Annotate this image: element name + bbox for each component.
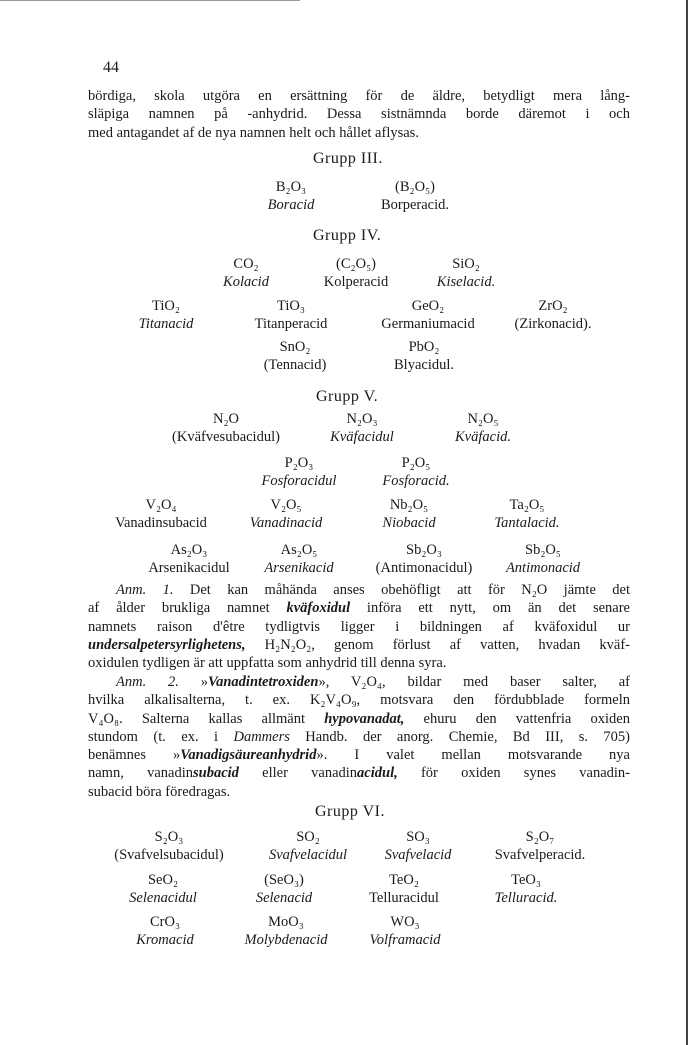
acid-name: Svafvelperacid. bbox=[494, 847, 586, 863]
formula: N₂O bbox=[521, 582, 548, 598]
formula: TeO₃ bbox=[511, 872, 541, 888]
group-5-heading: Grupp V. bbox=[316, 388, 379, 405]
compound-n2o3 bbox=[330, 410, 394, 446]
note-label: Anm. 2. bbox=[116, 674, 179, 690]
acid-name: Selenacidul bbox=[129, 890, 197, 906]
term: subacid bbox=[192, 765, 239, 782]
page-number: 44 bbox=[103, 59, 119, 76]
acid-name: Blyacidul. bbox=[393, 357, 455, 373]
compound-teo2 bbox=[369, 871, 439, 907]
note-1-line-1: Anm. 1. Det kan måhända anses obehöfligt att för N₂O jämte det bbox=[116, 582, 630, 598]
acid-name: Boracid bbox=[267, 197, 315, 213]
term: Vanadigsäureanhydrid bbox=[180, 747, 317, 764]
formula: As₂O₃ bbox=[170, 542, 208, 558]
term: undersalpetersyrlighetens, bbox=[88, 636, 246, 653]
note-2-line-5: benämnes »Vanadigsäureanhydrid». I valet mellan motsvarande nya bbox=[88, 747, 630, 764]
compound-ta2o5 bbox=[494, 496, 559, 532]
intro-paragraph bbox=[88, 87, 630, 142]
compound-p2o5 bbox=[382, 454, 449, 490]
compound-co2 bbox=[223, 255, 269, 291]
compound-n2o bbox=[172, 410, 280, 446]
acid-name: Borperacid. bbox=[380, 197, 450, 213]
note-2-line-7: subacid böra föredragas. bbox=[88, 783, 231, 800]
compound-so2 bbox=[269, 828, 347, 864]
acid-name: Tantalacid. bbox=[494, 515, 560, 531]
formula: Sb₂O₅ bbox=[525, 542, 561, 558]
intro-line-2: släpiga namnen på -anhydrid. Dessa sistnämnda borde däremot i och bbox=[88, 106, 630, 123]
compound-sio2 bbox=[437, 255, 495, 291]
formula: SiO₂ bbox=[452, 256, 480, 272]
acid-name: Telluracid. bbox=[494, 890, 558, 906]
formula: PbO₂ bbox=[408, 339, 440, 355]
compound-geo2 bbox=[381, 297, 474, 333]
formula: SO₂ bbox=[296, 829, 320, 845]
acid-name: (Zirkonacid). bbox=[514, 316, 592, 332]
formula: V₄O₈ bbox=[88, 710, 120, 727]
formula: V₂O₅ bbox=[270, 497, 302, 513]
formula: (B₂O₅) bbox=[395, 179, 435, 195]
compound-wo3 bbox=[370, 913, 441, 949]
acid-name: Fosforacidul bbox=[261, 473, 337, 489]
compound-tio2 bbox=[139, 297, 194, 333]
acid-name: Kiselacid. bbox=[436, 274, 496, 290]
compound-nb2o5 bbox=[382, 496, 435, 532]
term: Vanadintetroxiden bbox=[208, 674, 319, 690]
compound-seo2 bbox=[129, 871, 197, 907]
formula: CO₂ bbox=[233, 256, 259, 272]
acid-name: (Kväfvesubacidul) bbox=[172, 429, 280, 445]
acid-name: (Tennacid) bbox=[263, 357, 327, 373]
note-2-line-2: hvilka alkalisalterna, t. ex. K₂V₄O₉, motsvara den fördubblade formeln bbox=[88, 692, 630, 709]
formula: V₂O₄ bbox=[145, 497, 177, 513]
formula: Sb₂O₃ bbox=[406, 542, 442, 558]
compound-sb2o5 bbox=[506, 541, 580, 577]
compound-n2o5 bbox=[455, 410, 511, 446]
term: kväfoxidul bbox=[286, 600, 351, 617]
formula: GeO₂ bbox=[411, 298, 445, 314]
note-1-line-4: undersalpetersyrlighetens, H₂N₂O₂, genom förlust af vatten, hvadan kväf- bbox=[88, 636, 630, 653]
formula: (SeO₃) bbox=[264, 872, 304, 888]
compound-s2o3 bbox=[114, 828, 224, 864]
acid-name: Vanadinsubacid bbox=[115, 515, 207, 531]
acid-name: Svafvelacidul bbox=[268, 847, 348, 863]
acid-name: Molybdenacid bbox=[244, 932, 328, 948]
acid-name: (Antimonacidul) bbox=[375, 560, 473, 576]
intro-line-1: bördiga, skola utgöra en ersättning för de äldre, betydligt mera lång- bbox=[88, 88, 630, 104]
formula: V₂O₄ bbox=[350, 674, 382, 690]
formula: CrO₃ bbox=[149, 914, 181, 930]
formula: S₂O₇ bbox=[525, 829, 555, 845]
compound-s2o7 bbox=[495, 828, 586, 864]
compound-tio3 bbox=[255, 297, 328, 333]
formula: K₂V₄O₉ bbox=[309, 692, 357, 709]
formula: N₂O₃ bbox=[346, 411, 378, 427]
note-2-line-6: namn, vanadinsubacid eller vanadinacidul, för oxiden synes vanadin- bbox=[88, 765, 630, 782]
formula: As₂O₅ bbox=[280, 542, 318, 558]
formula: N₂O₅ bbox=[467, 411, 499, 427]
acid-name: Antimonacid bbox=[505, 560, 581, 576]
compound-so3 bbox=[385, 828, 452, 864]
formula: TiO₂ bbox=[152, 298, 180, 314]
acid-name: Kromacid bbox=[136, 932, 194, 948]
acid-name: Kolacid bbox=[223, 274, 269, 290]
note-1-line-3: namnets raison d'être tydligtvis ligger i bildningen af kväfoxidul ur bbox=[88, 618, 630, 635]
formula: B₂O₃ bbox=[275, 179, 307, 195]
acid-name: Volframacid bbox=[369, 932, 441, 948]
note-2-line-1: Anm. 2. »Vanadintetroxiden», V₂O₄, bildar med baser salter, af bbox=[116, 674, 630, 690]
compound-v2o4 bbox=[115, 496, 207, 532]
note-2-line-3: V₄O₈. Salterna kallas allmänt hypovanadat, ehuru den vattenfria oxiden bbox=[88, 710, 630, 727]
formula: SO₃ bbox=[406, 829, 430, 845]
compound-sno2 bbox=[264, 338, 327, 374]
note-label: Anm. 1. bbox=[116, 582, 174, 598]
compound-as2o5 bbox=[264, 541, 333, 577]
note-2-line-4: stundom (t. ex. i Dammers Handb. der anorg. Chemie, Bd III, s. 705) bbox=[88, 728, 631, 745]
acid-name: Titanacid bbox=[138, 316, 194, 332]
compound-pbo2 bbox=[394, 338, 454, 374]
acid-name: Kolperacid bbox=[323, 274, 389, 290]
acid-name: Arsenikacid bbox=[264, 560, 334, 576]
formula: P₂O₅ bbox=[401, 455, 431, 471]
acid-name: Telluracidul bbox=[369, 890, 439, 906]
acid-name: Svafvelacid bbox=[384, 847, 452, 863]
formula: N₂O bbox=[213, 411, 239, 427]
formula: TiO₃ bbox=[277, 298, 305, 314]
note-1-line-2: af ålder brukliga namnet kväfoxidul införa ett nytt, om än det senare bbox=[88, 600, 630, 617]
compound-b2o5 bbox=[381, 178, 449, 214]
acid-name: (Svafvelsubacidul) bbox=[114, 847, 224, 863]
formula: P₂O₃ bbox=[284, 455, 314, 471]
note-1-line-5: oxidulen tydligen är att uppfatta som anhydrid till denna syra. bbox=[88, 655, 447, 672]
compound-c2o5 bbox=[324, 255, 388, 291]
acid-name: Kväfacid. bbox=[455, 429, 511, 445]
compound-b2o3 bbox=[268, 178, 315, 214]
formula: Nb₂O₅ bbox=[389, 497, 429, 513]
compound-teo3 bbox=[495, 871, 558, 907]
formula: MoO₃ bbox=[268, 914, 304, 930]
compound-p2o3 bbox=[262, 454, 337, 490]
compound-cro3 bbox=[136, 913, 193, 949]
acid-name: Kväfacidul bbox=[330, 429, 394, 445]
compound-seo3 bbox=[256, 871, 312, 907]
formula: (C₂O₅) bbox=[336, 256, 376, 272]
formula: Ta₂O₅ bbox=[509, 497, 545, 513]
note-1 bbox=[88, 581, 630, 672]
formula: WO₃ bbox=[390, 914, 420, 930]
compound-sb2o3 bbox=[376, 541, 473, 577]
group-6-heading: Grupp VI. bbox=[315, 803, 385, 820]
intro-line-3: med antagandet af de nya namnen helt och hållet aflysas. bbox=[88, 124, 419, 141]
acid-name: Vanadinacid bbox=[249, 515, 323, 531]
formula: SnO₂ bbox=[279, 339, 311, 355]
compound-zro2 bbox=[515, 297, 592, 333]
formula: TeO₂ bbox=[389, 872, 419, 888]
compound-moo3 bbox=[245, 913, 328, 949]
compound-v2o5 bbox=[250, 496, 323, 532]
formula: H₂N₂O₂ bbox=[264, 636, 312, 653]
term: hypovanadat, bbox=[324, 710, 405, 727]
acid-name: Selenacid bbox=[255, 890, 313, 906]
acid-name: Niobacid bbox=[382, 515, 436, 531]
acid-name: Titanperacid bbox=[254, 316, 328, 332]
author-name: Dammers bbox=[233, 728, 290, 745]
group-4-heading: Grupp IV. bbox=[313, 227, 382, 244]
top-rule bbox=[0, 0, 300, 1]
group-3-heading: Grupp III. bbox=[313, 150, 383, 167]
term: acidul, bbox=[357, 765, 398, 782]
note-2 bbox=[88, 673, 630, 801]
formula: S₂O₃ bbox=[154, 829, 184, 845]
formula: SeO₂ bbox=[147, 872, 179, 888]
formula: ZrO₂ bbox=[538, 298, 568, 314]
acid-name: Fosforacid. bbox=[382, 473, 450, 489]
acid-name: Germaniumacid bbox=[381, 316, 475, 332]
acid-name: Arsenikacidul bbox=[148, 560, 230, 576]
compound-as2o3 bbox=[148, 541, 229, 577]
